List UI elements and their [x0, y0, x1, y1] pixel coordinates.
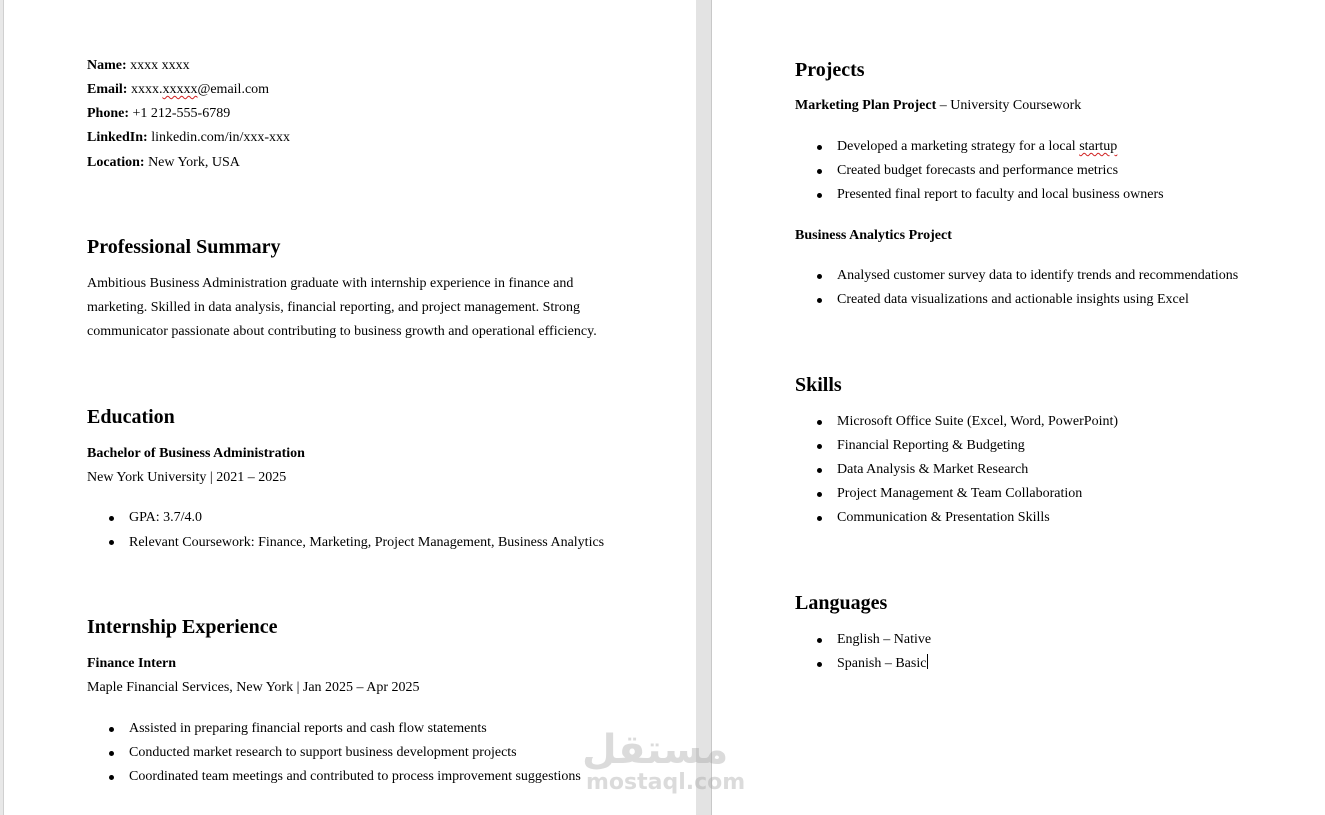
list-item: Relevant Coursework: Finance, Marketing, Project Management, Business Analytics	[87, 530, 604, 556]
list-item: Data Analysis & Market Research	[795, 458, 1118, 482]
email-value-part2: @email.com	[197, 82, 270, 97]
project-1-bullets	[795, 135, 1164, 207]
list-item: Analysed customer survey data to identify trends and recommendations	[795, 264, 1238, 288]
internship-role	[87, 655, 176, 673]
summary-heading: Professional Summary	[87, 236, 281, 258]
list-item: Created data visualizations and actionable insights using Excel	[795, 288, 1238, 312]
list-item: Created budget forecasts and performance metrics	[795, 159, 1164, 183]
list-item: Presented final report to faculty and local business owners	[795, 183, 1164, 207]
document-page-left[interactable]	[3, 0, 697, 815]
degree-title: Bachelor of Business Administration	[87, 446, 305, 461]
linkedin-value: linkedin.com/in/xxx-xxx	[151, 130, 291, 145]
education-school: New York University | 2021 – 2025	[87, 470, 287, 485]
page-gap	[696, 0, 711, 815]
linkedin-label: LinkedIn:	[87, 130, 148, 145]
name-value: xxxx xxxx	[130, 58, 190, 73]
contact-linkedin	[87, 129, 290, 147]
email-label: Email:	[87, 82, 128, 97]
skills-list	[795, 410, 1118, 530]
role-title: Finance Intern	[87, 656, 177, 671]
list-item: Financial Reporting & Budgeting	[795, 434, 1118, 458]
project-2-title: Business Analytics Project	[795, 228, 952, 243]
email-value-part1: xxxx.	[130, 82, 163, 97]
languages-heading: Languages	[795, 592, 888, 614]
list-item: Assisted in preparing financial reports and cash flow statements	[87, 717, 581, 741]
education-bullets	[87, 506, 604, 556]
list-item: Conducted market research to support business development projects	[87, 741, 581, 765]
list-item-text: Developed a marketing strategy for a local	[837, 139, 1080, 154]
list-item: Project Management & Team Collaboration	[795, 482, 1118, 506]
project-1-subtitle: – University Coursework	[936, 98, 1082, 113]
phone-label: Phone:	[87, 106, 129, 121]
email-value-misspelled: xxxxx	[162, 82, 198, 97]
list-item	[795, 135, 1164, 159]
contact-email	[87, 81, 269, 99]
document-page-right[interactable]	[711, 0, 1325, 815]
project-2-bullets	[795, 264, 1238, 312]
misspelled-word: startup	[1079, 139, 1118, 154]
contact-name	[87, 57, 190, 75]
contact-location	[87, 154, 240, 172]
internship-bullets	[87, 717, 581, 789]
location-label: Location:	[87, 155, 145, 170]
list-item: English – Native	[795, 628, 931, 652]
languages-list	[795, 628, 931, 676]
name-label: Name:	[87, 58, 127, 73]
project-2-title-line	[795, 227, 952, 245]
summary-text: Ambitious Business Administration graduate with internship experience in finance and marketing. Skilled in data analysis, financial reporting, and project management. Strong communicator passionate about contributing to business growth and operational efficiency.	[87, 276, 597, 339]
list-item: Microsoft Office Suite (Excel, Word, PowerPoint)	[795, 410, 1118, 434]
list-item: GPA: 3.7/4.0	[87, 506, 604, 530]
project-1-title-line	[795, 97, 1081, 115]
list-item: Coordinated team meetings and contributed to process improvement suggestions	[87, 765, 581, 789]
list-item: Communication & Presentation Skills	[795, 506, 1118, 530]
location-value: New York, USA	[148, 155, 240, 170]
list-item	[795, 652, 931, 676]
text-cursor	[927, 654, 928, 669]
watermark-logo	[580, 728, 750, 800]
education-degree	[87, 445, 305, 463]
contact-phone	[87, 105, 230, 123]
phone-value: +1 212-555-6789	[132, 106, 231, 121]
skills-heading: Skills	[795, 374, 842, 396]
watermark-latin: mostaql.com	[586, 770, 746, 795]
watermark-arabic: مستقل	[582, 727, 729, 773]
internship-company: Maple Financial Services, New York | Jan 2025 – Apr 2025	[87, 680, 420, 695]
education-heading: Education	[87, 406, 175, 428]
list-item-text: Spanish – Basic	[837, 656, 927, 671]
projects-heading: Projects	[795, 59, 865, 81]
internship-heading: Internship Experience	[87, 616, 278, 638]
project-1-title: Marketing Plan Project	[795, 98, 937, 113]
